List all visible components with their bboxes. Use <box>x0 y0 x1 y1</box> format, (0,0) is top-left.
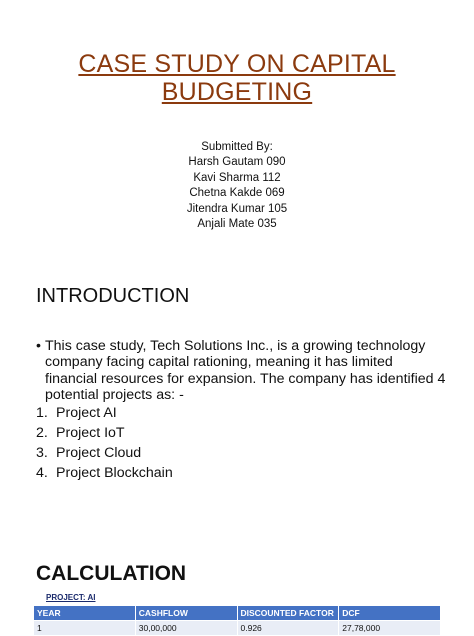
introduction-paragraph <box>36 338 446 404</box>
member-name: Anjali Mate 035 <box>197 218 277 231</box>
member-name: Chetna Kakde 069 <box>189 187 285 200</box>
title-line-1: CASE STUDY ON CAPITAL <box>78 50 396 78</box>
header-cashflow: CASHFLOW <box>135 606 237 621</box>
list-number: 4. <box>36 465 48 481</box>
member-name: Jitendra Kumar 105 <box>186 202 288 215</box>
list-item <box>36 463 173 483</box>
project-name: Project AI <box>56 405 117 421</box>
member-name: Harsh Gautam 090 <box>188 156 286 169</box>
cell-year: 1 <box>34 621 136 636</box>
bullet-icon: • <box>36 338 41 354</box>
project-list <box>36 403 173 483</box>
introduction-heading: INTRODUCTION <box>36 285 190 307</box>
list-number: 2. <box>36 425 48 441</box>
table-row <box>34 621 441 636</box>
project-ai-label: PROJECT: AI <box>46 593 96 602</box>
list-item <box>36 403 173 423</box>
document-title <box>0 50 474 106</box>
project-name: Project IoT <box>56 425 125 441</box>
header-discounted-factor: DISCOUNTED FACTOR <box>237 606 339 621</box>
list-number: 3. <box>36 445 48 461</box>
introduction-text: This case study, Tech Solutions Inc., is a growing technology company facing capital rationing, meaning it has limited financial resources for expansion. The company has identified 4 potential projects as: - <box>45 338 446 404</box>
list-item <box>36 443 173 463</box>
title-line-2: BUDGETING <box>161 78 313 106</box>
calculation-table <box>33 605 441 636</box>
header-dcf: DCF <box>339 606 441 621</box>
list-item <box>36 423 173 443</box>
project-name: Project Blockchain <box>56 465 173 481</box>
table-header-row <box>34 606 441 621</box>
calculation-heading: CALCULATION <box>36 562 187 585</box>
cell-discounted-factor: 0.926 <box>237 621 339 636</box>
cell-dcf: 27,78,000 <box>339 621 441 636</box>
project-name: Project Cloud <box>56 445 142 461</box>
submitted-by-label: Submitted By: <box>201 141 273 153</box>
member-name: Kavi Sharma 112 <box>193 171 281 184</box>
submitted-by-block <box>0 140 474 232</box>
header-year: YEAR <box>34 606 136 621</box>
list-number: 1. <box>36 405 48 421</box>
cell-cashflow: 30,00,000 <box>135 621 237 636</box>
